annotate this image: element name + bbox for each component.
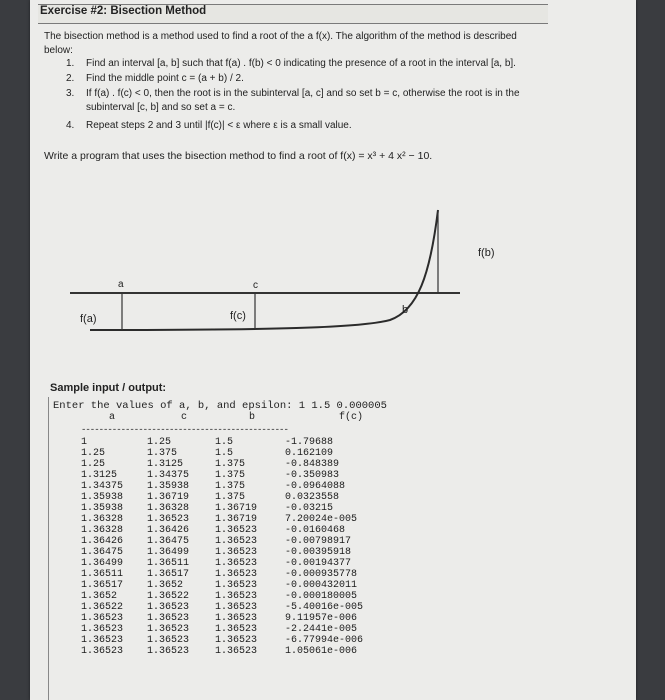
cell-c: 1.36523 bbox=[147, 602, 190, 613]
cell-b: 1.36523 bbox=[215, 525, 258, 536]
cell-fc: -0.00194377 bbox=[285, 558, 352, 569]
step-number: 2. bbox=[66, 73, 75, 84]
label-fb: f(b) bbox=[478, 247, 495, 259]
cell-c: 1.3652 bbox=[147, 580, 184, 591]
exercise-title: Exercise #2: Bisection Method bbox=[40, 5, 207, 17]
cell-a: 1.36523 bbox=[81, 613, 124, 624]
cell-fc: -0.000432011 bbox=[285, 580, 358, 591]
cell-b: 1.36523 bbox=[215, 635, 258, 646]
intro-text-line1: The bisection method is a method used to find a root of the a f(x). The algorithm of the method is described bbox=[44, 31, 517, 42]
column-header-b: b bbox=[249, 412, 256, 423]
cell-a: 1.36328 bbox=[81, 525, 124, 536]
cell-a: 1.36511 bbox=[81, 569, 124, 580]
cell-fc: -0.350983 bbox=[285, 470, 340, 481]
cell-a: 1.36523 bbox=[81, 624, 124, 635]
cell-b: 1.375 bbox=[215, 492, 246, 503]
cell-fc: -0.848389 bbox=[285, 459, 340, 470]
table-row bbox=[81, 448, 395, 459]
iteration-table bbox=[81, 437, 395, 657]
cell-c: 1.36523 bbox=[147, 514, 190, 525]
label-fc: f(c) bbox=[230, 310, 246, 322]
cell-b: 1.36523 bbox=[215, 602, 258, 613]
cell-fc: -0.03215 bbox=[285, 503, 334, 514]
cell-c: 1.36523 bbox=[147, 646, 190, 657]
cell-a: 1.36426 bbox=[81, 536, 124, 547]
label-fa: f(a) bbox=[80, 313, 97, 325]
cell-a: 1.36475 bbox=[81, 547, 124, 558]
cell-c: 1.36523 bbox=[147, 624, 190, 635]
cell-b: 1.5 bbox=[215, 448, 234, 459]
table-row bbox=[81, 580, 395, 591]
cell-c: 1.36426 bbox=[147, 525, 190, 536]
cell-a: 1.36523 bbox=[81, 635, 124, 646]
cell-fc: -1.79688 bbox=[285, 437, 334, 448]
table-row bbox=[81, 602, 395, 613]
intro-text-line2: below: bbox=[44, 45, 73, 56]
cell-c: 1.36328 bbox=[147, 503, 190, 514]
step-number: 4. bbox=[66, 120, 75, 131]
cell-a: 1.3125 bbox=[81, 470, 118, 481]
cell-c: 1.36523 bbox=[147, 613, 190, 624]
cell-c: 1.3125 bbox=[147, 459, 184, 470]
cell-b: 1.36523 bbox=[215, 646, 258, 657]
cell-a: 1.3652 bbox=[81, 591, 118, 602]
cell-b: 1.36719 bbox=[215, 503, 258, 514]
label-a: a bbox=[118, 279, 124, 290]
cell-fc: -0.00798917 bbox=[285, 536, 352, 547]
console-output bbox=[48, 397, 409, 700]
header-separator: ----------------------------------------------- bbox=[81, 425, 288, 435]
cell-a: 1.36523 bbox=[81, 646, 124, 657]
table-row bbox=[81, 514, 395, 525]
function-curve bbox=[90, 210, 438, 330]
cell-a: 1.36328 bbox=[81, 514, 124, 525]
column-header-c: c bbox=[181, 412, 188, 423]
table-row bbox=[81, 635, 395, 646]
task-text: Write a program that uses the bisection method to find a root of f(x) = x³ + 4 x² − 10. bbox=[44, 150, 433, 162]
sample-io-title: Sample input / output: bbox=[50, 382, 167, 394]
cell-fc: 9.11957e-006 bbox=[285, 613, 358, 624]
cell-c: 1.35938 bbox=[147, 481, 190, 492]
step-number: 3. bbox=[66, 88, 75, 99]
step-text-continued: subinterval [c, b] and so set a = c. bbox=[86, 102, 236, 113]
step-number: 1. bbox=[66, 58, 75, 69]
table-row bbox=[81, 503, 395, 514]
cell-fc: -5.40016e-005 bbox=[285, 602, 364, 613]
column-header-fc: f(c) bbox=[339, 412, 364, 423]
document-page bbox=[30, 0, 636, 700]
cell-c: 1.36517 bbox=[147, 569, 190, 580]
cell-b: 1.36523 bbox=[215, 547, 258, 558]
cell-c: 1.36511 bbox=[147, 558, 190, 569]
cell-fc: -0.000935778 bbox=[285, 569, 358, 580]
cell-fc: -6.77994e-006 bbox=[285, 635, 364, 646]
cell-fc: -2.2441e-005 bbox=[285, 624, 358, 635]
table-row bbox=[81, 591, 395, 602]
table-row bbox=[81, 569, 395, 580]
cell-b: 1.36523 bbox=[215, 624, 258, 635]
cell-fc: 7.20024e-005 bbox=[285, 514, 358, 525]
column-header-a: a bbox=[109, 412, 116, 423]
cell-b: 1.375 bbox=[215, 459, 246, 470]
cell-c: 1.375 bbox=[147, 448, 178, 459]
table-row bbox=[81, 536, 395, 547]
cell-a: 1.25 bbox=[81, 459, 106, 470]
table-row bbox=[81, 459, 395, 470]
step-text: If f(a) . f(c) < 0, then the root is in the subinterval [a, c] and so set b = c, otherwise the root is in the bbox=[86, 88, 520, 99]
table-row bbox=[81, 481, 395, 492]
table-row bbox=[81, 492, 395, 503]
cell-b: 1.375 bbox=[215, 470, 246, 481]
cell-c: 1.36719 bbox=[147, 492, 190, 503]
cell-b: 1.36523 bbox=[215, 569, 258, 580]
cell-c: 1.36522 bbox=[147, 591, 190, 602]
cell-b: 1.36523 bbox=[215, 536, 258, 547]
cell-fc: -0.0160468 bbox=[285, 525, 346, 536]
table-row bbox=[81, 547, 395, 558]
cell-b: 1.36523 bbox=[215, 558, 258, 569]
cell-a: 1.34375 bbox=[81, 481, 124, 492]
table-row bbox=[81, 470, 395, 481]
step-text: Find the middle point c = (a + b) / 2. bbox=[86, 73, 244, 84]
cell-b: 1.36523 bbox=[215, 591, 258, 602]
cell-a: 1.25 bbox=[81, 448, 106, 459]
step-text: Repeat steps 2 and 3 until |f(c)| < ε where ε is a small value. bbox=[86, 120, 352, 131]
table-row bbox=[81, 558, 395, 569]
cell-a: 1.35938 bbox=[81, 492, 124, 503]
cell-a: 1.35938 bbox=[81, 503, 124, 514]
step-text: Find an interval [a, b] such that f(a) . f(b) < 0 indicating the presence of a root in the interval [a, b]. bbox=[86, 58, 516, 69]
cell-a: 1.36522 bbox=[81, 602, 124, 613]
table-row bbox=[81, 646, 395, 657]
cell-b: 1.36719 bbox=[215, 514, 258, 525]
console-prompt: Enter the values of a, b, and epsilon: 1 1.5 0.000005 bbox=[53, 400, 387, 412]
cell-fc: -0.000180005 bbox=[285, 591, 358, 602]
table-row bbox=[81, 613, 395, 624]
cell-c: 1.36475 bbox=[147, 536, 190, 547]
cell-c: 1.34375 bbox=[147, 470, 190, 481]
label-c: c bbox=[253, 280, 258, 291]
bisection-graph bbox=[30, 160, 636, 380]
cell-b: 1.36523 bbox=[215, 613, 258, 624]
cell-b: 1.375 bbox=[215, 481, 246, 492]
table-row bbox=[81, 624, 395, 635]
table-row bbox=[81, 525, 395, 536]
cell-a: 1.36517 bbox=[81, 580, 124, 591]
cell-fc: 0.0323558 bbox=[285, 492, 340, 503]
cell-fc: 0.162109 bbox=[285, 448, 334, 459]
cell-a: 1 bbox=[81, 437, 88, 448]
table-row bbox=[81, 437, 395, 448]
cell-c: 1.36523 bbox=[147, 635, 190, 646]
cell-c: 1.36499 bbox=[147, 547, 190, 558]
cell-b: 1.36523 bbox=[215, 580, 258, 591]
cell-fc: 1.05061e-006 bbox=[285, 646, 358, 657]
cell-b: 1.5 bbox=[215, 437, 234, 448]
cell-fc: -0.00395918 bbox=[285, 547, 352, 558]
cell-a: 1.36499 bbox=[81, 558, 124, 569]
cell-c: 1.25 bbox=[147, 437, 172, 448]
label-b: b bbox=[402, 304, 409, 316]
cell-fc: -0.0964088 bbox=[285, 481, 346, 492]
